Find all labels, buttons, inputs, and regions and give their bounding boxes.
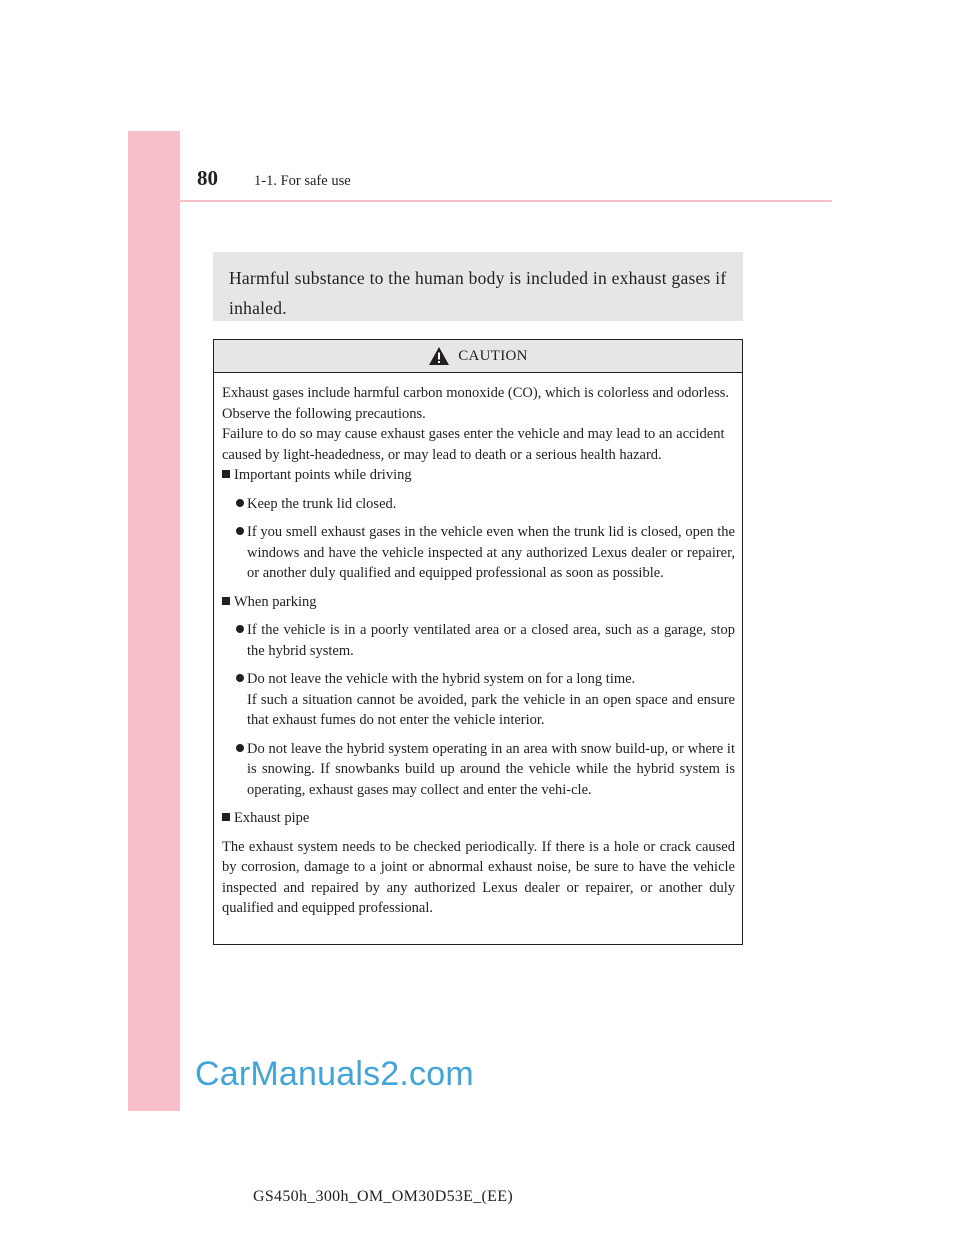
round-bullet-icon xyxy=(236,739,247,801)
square-bullet-icon xyxy=(222,813,230,821)
caution-label: CAUTION xyxy=(458,347,528,364)
heading-driving xyxy=(222,465,735,486)
round-bullet-icon xyxy=(236,669,247,731)
list-item-text: If you smell exhaust gases in the vehicle even when the trunk lid is closed, open the windows and have the vehicle inspected at any authorized Lexus dealer or repairer, or another duly qualified and equipped professional as soon as possible. xyxy=(247,524,735,581)
section-title: 1-1. For safe use xyxy=(254,173,351,189)
list-item xyxy=(236,522,735,584)
caution-box xyxy=(213,339,743,945)
list-item-line: Do not leave the vehicle with the hybrid system on for a long time. xyxy=(247,671,636,687)
list-item-text: Do not leave the hybrid system operating in an area with snow build-up, or where it is snowing. If snowbanks build up around the vehicle while the hybrid system is operating, exhaust gases may collect and enter the vehi-cle. xyxy=(247,740,735,798)
square-bullet-icon xyxy=(222,470,230,478)
caution-body xyxy=(214,373,742,919)
header-rule xyxy=(180,200,832,202)
heading-label: Exhaust pipe xyxy=(234,810,310,826)
list-item-text: Keep the trunk lid closed. xyxy=(247,495,397,512)
heading-label: When parking xyxy=(234,593,317,610)
square-bullet-icon xyxy=(222,597,230,605)
round-bullet-icon xyxy=(236,522,247,584)
warning-triangle-icon xyxy=(428,346,450,366)
summary-box: Harmful substance to the human body is included in exhaust gases if inhaled. xyxy=(213,252,743,321)
chapter-side-strip xyxy=(128,131,180,1111)
heading-exhaust-pipe xyxy=(222,808,735,829)
exhaust-pipe-paragraph: The exhaust system needs to be checked periodically. If there is a hole or crack caused by corrosion, damage to a joint or abnormal exhaust noise, be sure to have the vehicle inspected and repaired by any authorized Lexus dealer or repairer, or another duly qualified and equipped professional. xyxy=(222,838,735,916)
heading-label: Important points while driving xyxy=(234,467,412,483)
list-item-text: If the vehicle is in a poorly ventilated area or a closed area, such as a garage, stop the hybrid system. xyxy=(247,622,735,659)
caution-intro-consequence: Failure to do so may cause exhaust gases enter the vehicle and may lead to an accident caused by light-headedness, or may lead to death or a serious health hazard. xyxy=(222,426,725,463)
caution-intro-precautions: Exhaust gases include harmful carbon monoxide (CO), which is colorless and odorless. Observe the following precautions. xyxy=(222,385,729,422)
list-item-text xyxy=(247,669,735,731)
list-item xyxy=(236,669,735,731)
list-item xyxy=(236,494,735,515)
watermark-logo: CarManuals2.com xyxy=(195,1055,474,1093)
list-item xyxy=(236,739,735,801)
caution-header xyxy=(214,340,742,373)
footer-document-code: GS450h_300h_OM_OM30D53E_(EE) xyxy=(253,1188,513,1205)
list-item-continuation: If such a situation cannot be avoided, park the vehicle in an open space and ensure that exhaust fumes do not enter the vehicle interior. xyxy=(247,691,735,728)
page-number: 80 xyxy=(197,166,218,190)
round-bullet-icon xyxy=(236,620,247,661)
round-bullet-icon xyxy=(236,494,247,515)
list-item xyxy=(236,620,735,661)
heading-parking xyxy=(222,592,735,613)
